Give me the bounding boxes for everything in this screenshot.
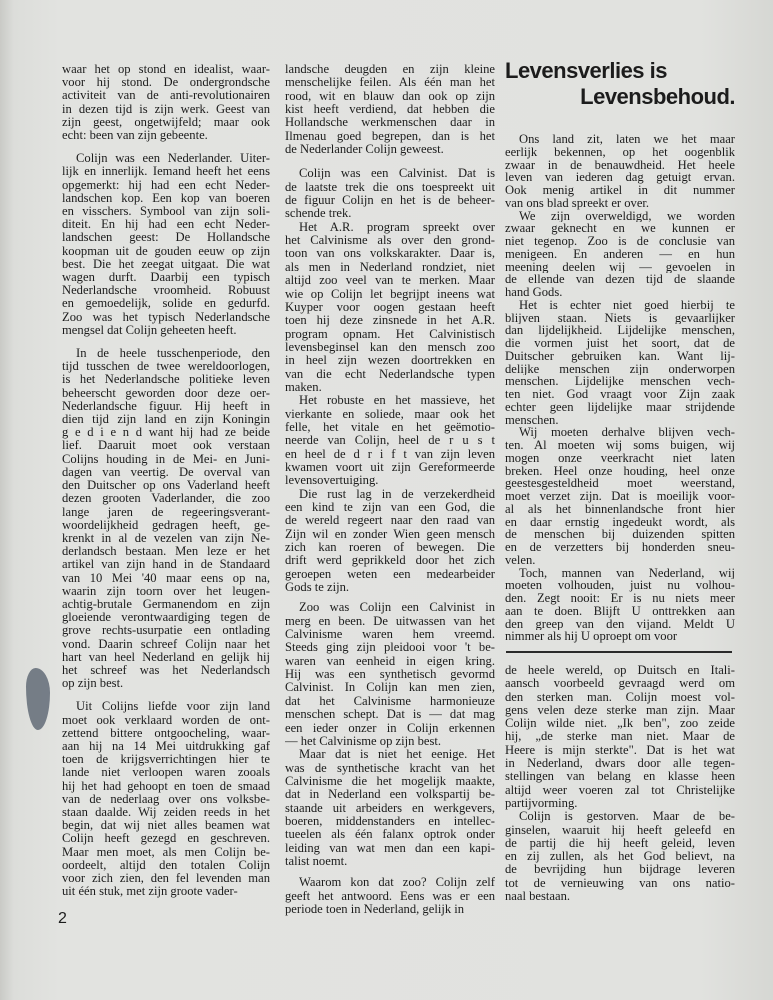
text-line: velen. bbox=[505, 553, 536, 567]
text-line: zijn geest, ongetwijfeld; maar ook bbox=[62, 115, 270, 129]
text-line: opgemerkt: hij had een echt Neder- bbox=[62, 178, 270, 192]
text-line: echt: been van zijn gebeente. bbox=[62, 129, 208, 143]
text-line: waren van eenheid in eigen kring. bbox=[285, 654, 495, 668]
text-line: menschen schept. Dat is — dat mag bbox=[285, 708, 495, 722]
text-line: den Duitscher op ons Vaderland heeft bbox=[62, 479, 270, 493]
text-line: van ons blad spreekt er over. bbox=[505, 196, 650, 210]
text-line: menschelijke feilen. Als één man het bbox=[285, 76, 495, 90]
text-line: in heel zijn wezen doortrekken en bbox=[285, 354, 495, 368]
text-line: best. Die het zeegat uitgaat. Die wat bbox=[62, 257, 270, 271]
text-line: waarin zijn toorn over het leugen- bbox=[62, 584, 270, 598]
text-line: Calvinisme waren hem vreemd. bbox=[285, 628, 495, 642]
text-line: Waarom kon dat zoo? Colijn zelf bbox=[299, 876, 495, 890]
text-line: was de synthetische kracht van het bbox=[285, 761, 495, 775]
article-title-line-2: Levensbehoud. bbox=[580, 84, 735, 109]
text-line: neerde van Colijn, heel de r u s t bbox=[285, 434, 495, 448]
paragraph bbox=[285, 601, 495, 748]
text-line: dat in Nederland een volkspartij be- bbox=[285, 788, 495, 802]
text-line: wagen durft. Daarbij een typisch bbox=[62, 271, 270, 285]
text-line: de figuur Colijn en het is de beheer- bbox=[285, 194, 495, 208]
text-line: staande uit arbeiders en werkgevers, bbox=[285, 801, 495, 815]
text-line: Kuyper voor oogen gestaan heeft bbox=[285, 300, 495, 314]
text-line: al als het binnenlandsche front hier bbox=[505, 502, 735, 516]
text-line: Wij moeten derhalve blijven vech- bbox=[519, 426, 735, 439]
text-line: en visschers. Symbool van zijn soli- bbox=[62, 205, 270, 219]
text-line: program opnam. Het Calvinistisch bbox=[285, 327, 495, 341]
text-line: zwaar in de benauwdheid. Het heele bbox=[505, 158, 735, 172]
text-line: hij het had gehoopt en toen de smaad bbox=[62, 779, 270, 793]
text-line: hart van heel Nederland en gelijk hij bbox=[62, 650, 270, 664]
text-line: Ilmenau goed begrepen, dan is het bbox=[285, 129, 495, 143]
paragraph bbox=[505, 133, 735, 210]
text-line: toon van ons volkskarakter. Daar is, bbox=[285, 247, 495, 261]
text-line: vierkante en soliede, maar ook het bbox=[285, 407, 495, 421]
text-line: krenkt in al de vezelen van zijn Ne- bbox=[62, 531, 270, 545]
text-line: moet verzet zijn. Dat is moeilijk voor- bbox=[505, 490, 735, 503]
text-line: aansch voorbeeld gevraagd werd om bbox=[505, 677, 735, 691]
text-line: beheerscht geworden door deze oer- bbox=[62, 386, 270, 400]
text-line: hand Gods. bbox=[505, 286, 563, 299]
text-line: lande niet verloopen waren zooals bbox=[62, 766, 270, 780]
text-line: Ons land zit, laten we het maar bbox=[519, 133, 735, 146]
text-line: Hollandsche werkmenschen daar in bbox=[285, 116, 495, 130]
text-line: landschen geest: De Hollandsche bbox=[62, 231, 270, 245]
paragraph bbox=[505, 299, 735, 427]
text-line: en gemoedelijk, solide en gedurfd. bbox=[62, 297, 270, 311]
text-line: woordelijkheid gedragen heeft, ge- bbox=[62, 518, 270, 532]
text-line: Calvinisme die het mogelijk maakte, bbox=[285, 774, 495, 788]
text-line: nimmer als hij U oproept om voor bbox=[505, 630, 678, 643]
paragraph bbox=[62, 152, 270, 337]
text-line: landsche deugden en zijn kleine bbox=[285, 63, 495, 76]
text-line: mogen onze veerkracht niet laten bbox=[505, 451, 735, 465]
text-line: niet tegenop. Zoo is de conclusie van bbox=[505, 235, 735, 248]
text-line: Colijn was een Nederlander. Uiter- bbox=[76, 152, 270, 166]
text-line: Het robuste en het massieve, het bbox=[299, 394, 495, 408]
text-line: schende trek. bbox=[285, 207, 352, 221]
paragraph bbox=[285, 167, 495, 220]
text-line: talist noemt. bbox=[285, 854, 348, 868]
text-line: het schreef was het Nederlandsch bbox=[62, 663, 270, 677]
text-line: levensbeginsel kan den mensch zoo bbox=[285, 340, 495, 354]
text-line: gens velen deze sterke man zijn. Maar bbox=[505, 703, 735, 717]
text-line: Colijn wilde niet. „Ik ben", zoo zeide bbox=[505, 717, 735, 731]
text-line: Nederlandsche vroomheid. Robuust bbox=[62, 284, 270, 298]
paragraph bbox=[62, 347, 270, 690]
text-line: altijd zoo veel van te merken. Maar bbox=[285, 274, 495, 288]
text-line: toen de krijgsverrichtingen hier te bbox=[62, 753, 270, 767]
text-line: merg en been. De uitwassen van het bbox=[285, 614, 495, 628]
text-line: het Calvinisme als over den grond- bbox=[285, 234, 495, 248]
text-line: We zijn overweldigd, we worden bbox=[519, 209, 735, 223]
text-line: Zoo was het typisch Nederlandsche bbox=[62, 310, 270, 324]
column-1 bbox=[62, 63, 270, 898]
column-3-continuation bbox=[505, 664, 735, 903]
text-line: als men in Nederland rondziet, niet bbox=[285, 260, 495, 274]
text-line: Zoo was Colijn een Calvinist in bbox=[299, 601, 495, 615]
text-line: zich kan roeren of bewegen. Die bbox=[285, 541, 495, 555]
text-line: Zijn wil en zonder Wien geen mensch bbox=[285, 527, 495, 541]
text-line: meening deelen wij — gevoelen in bbox=[505, 260, 735, 274]
text-line: van 10 Mei '40 maar eens op na, bbox=[62, 571, 270, 585]
text-line: g e d i e n d want hij had ze beide bbox=[62, 426, 270, 440]
text-line: vond. Daarin schreef Colijn naar het bbox=[62, 637, 270, 651]
text-line: en daar ernstig ingedeukt wordt, als bbox=[505, 515, 735, 529]
text-line: naal bestaan. bbox=[505, 890, 571, 904]
paragraph bbox=[505, 426, 735, 566]
paragraph bbox=[62, 700, 270, 898]
text-line: tueelen als één falanx optrok onder bbox=[285, 828, 495, 842]
text-line: breken. Heel onze houding, heel onze bbox=[505, 464, 735, 478]
text-line: Ook menig artikel in dit nummer bbox=[505, 184, 735, 197]
text-line: eerlijk bekennen, op het oogenblik bbox=[505, 145, 735, 159]
text-line: hij, „de sterke man niet. Maar de bbox=[505, 730, 735, 744]
text-line: zettend bittere ontgoocheling, waar- bbox=[62, 726, 270, 740]
text-line: menschen. bbox=[505, 413, 559, 427]
text-line: geeft het antwoord. Eens was er een bbox=[285, 889, 495, 903]
text-line: geroepen weten een medearbeider bbox=[285, 567, 495, 581]
text-line: landschen kop. Een kop van boeren bbox=[62, 191, 270, 205]
paragraph bbox=[505, 567, 735, 644]
text-line: Colijn heeft gezegd en geschreven. bbox=[62, 832, 270, 846]
text-line: kist heeft verdiend, dat hebben die bbox=[285, 103, 495, 117]
text-line: ten. Al moeten wij soms buigen, wij bbox=[505, 439, 735, 452]
text-line: voor hij stond. De ondergrondsche bbox=[62, 76, 270, 90]
text-line: Die rust lag in de verzekerdheid bbox=[299, 487, 495, 501]
text-line: drift werd geprikkeld door het zich bbox=[285, 554, 495, 568]
text-line: menschen. Lijdelijke menschen vech- bbox=[505, 375, 735, 388]
text-line: Gods te zijn. bbox=[285, 581, 350, 595]
text-line: Het A.R. program spreekt over bbox=[299, 220, 495, 234]
text-line: lief. Daaruit moet ook verstaan bbox=[62, 439, 270, 453]
text-line: delijke menschen zijn onderworpen bbox=[505, 362, 735, 376]
text-line: dezen grooten Vaderlander, die zoo bbox=[62, 492, 270, 506]
text-line: partijvorming. bbox=[505, 796, 578, 810]
text-line: gloeiende verontwaardiging tegen de bbox=[62, 611, 270, 625]
paragraph bbox=[285, 221, 495, 394]
text-line: de bevrijding hun bijdrage leveren bbox=[505, 863, 735, 877]
text-line: aan te doen. Blijft U onttrekken aan bbox=[505, 604, 735, 618]
paragraph bbox=[285, 876, 495, 916]
text-line: rood, wit en blauw dan ook op zijn bbox=[285, 89, 495, 103]
text-line: Hij was een synthetisch gevormd bbox=[285, 668, 495, 682]
text-line: moet ook verklaard worden de ont- bbox=[62, 713, 270, 727]
text-line: die vormen juist het soort, dat de bbox=[505, 337, 735, 350]
text-line: koopman uit de gouden eeuw op zijn bbox=[62, 244, 270, 258]
text-line: leiding van wat men dan een kapi- bbox=[285, 841, 495, 855]
text-line: Duitscher gebruiken kan. Want lij- bbox=[505, 349, 735, 363]
text-line: maken. bbox=[285, 380, 322, 394]
paragraph bbox=[285, 394, 495, 487]
text-line: een kind te zijn van een God, die bbox=[285, 501, 495, 514]
text-line: Het is echter niet goed hierbij te bbox=[519, 298, 735, 312]
paragraph bbox=[285, 748, 495, 868]
text-line: mengsel dat Colijn geheeten heeft. bbox=[62, 323, 237, 337]
text-line: van de nederlaag over ons volksbe- bbox=[62, 792, 270, 806]
text-line: geestesgesteldheid moet weerstand, bbox=[505, 477, 735, 490]
text-line: in dezen tijd is zijn werk. Geest van bbox=[62, 102, 270, 116]
text-line: waar het op stond en idealist, waar- bbox=[62, 63, 270, 76]
article-title bbox=[505, 58, 735, 110]
text-line: begin, dat wij niet alles beamen wat bbox=[62, 819, 270, 833]
paragraph bbox=[62, 63, 270, 142]
text-line: Heere is mijn sterkte". Dat is het wat bbox=[505, 743, 735, 757]
text-line: grove rechts-usurpatie een ontlading bbox=[62, 624, 270, 638]
text-line: en de verzetters bij honderden sneu- bbox=[505, 541, 735, 554]
text-line: moeten volhouden, juist nu volhou- bbox=[505, 579, 735, 592]
text-line: is het Nederlandsche politieke leven bbox=[62, 373, 270, 387]
text-line: Toch, mannen van Nederland, wij bbox=[519, 566, 735, 580]
text-line: Calvinist. In Colijn kan men zien, bbox=[285, 681, 495, 695]
text-line: Uit Colijns liefde voor zijn land bbox=[76, 700, 270, 714]
text-line: op zijn best. bbox=[62, 677, 124, 691]
text-line: de wereld regeert naar den raad van bbox=[285, 514, 495, 528]
paragraph bbox=[285, 488, 495, 595]
text-line: artikel van zijn hand in de Standaard bbox=[62, 558, 270, 572]
text-line: diteit. En hij had een echt Neder- bbox=[62, 218, 270, 232]
paragraph bbox=[505, 810, 735, 903]
text-line: toen hij deze zinsnede in het A.R. bbox=[285, 314, 495, 328]
text-line: dan lijdelijkheid. Lijdelijke menschen, bbox=[505, 324, 735, 337]
text-line: blijven staan. Niets is gevaarlijker bbox=[505, 311, 735, 325]
text-line: oordeelt, altijd den totalen Colijn bbox=[62, 858, 270, 872]
text-line: stellingen van belang en klasse heen bbox=[505, 770, 735, 784]
article-title-line-1: Levensverlies is bbox=[505, 58, 668, 83]
text-line: dat het Calvinisme harmonieuze bbox=[285, 694, 495, 708]
column-2 bbox=[285, 63, 495, 916]
text-line: lange jaren de regeeringsverant- bbox=[62, 505, 270, 519]
text-line: de ellende van dezen tijd de slaande bbox=[505, 273, 735, 286]
text-line: de Nederlander Colijn geweest. bbox=[285, 143, 444, 157]
text-line: ginselen, waaruit hij heeft geleefd en bbox=[505, 823, 735, 837]
text-line: Maar men moet, als men Colijn be- bbox=[62, 845, 270, 859]
text-line: de laatste trek die ons toespreekt uit bbox=[285, 180, 495, 194]
paragraph bbox=[285, 63, 495, 156]
text-line: Colijn was een Calvinist. Dat is bbox=[299, 167, 495, 181]
text-line: echter geen lijdelijke maar strijdende bbox=[505, 400, 735, 414]
text-line: leven van iederen dag getuigt ervan. bbox=[505, 171, 735, 184]
text-line: dagen van veertig. De overval van bbox=[62, 465, 270, 479]
text-line: uit één stuk, met zijn groote vader- bbox=[62, 885, 238, 899]
text-line: een ieder onzer in Colijn erkennen bbox=[285, 721, 495, 735]
text-line: menigeen. En anderen — en hun bbox=[505, 247, 735, 261]
text-line: en zij zullen, als het God believt, na bbox=[505, 850, 735, 864]
text-line: zwaar geknecht en we kunnen er bbox=[505, 222, 735, 235]
text-line: Nederlandsche figuur. Hij heeft in bbox=[62, 399, 270, 413]
text-line: voor zich zien, den fel levenden man bbox=[62, 871, 270, 885]
text-line: derlandsch bestaan. Men leze er het bbox=[62, 545, 270, 559]
text-line: den greep van den vijand. Meldt U bbox=[505, 617, 735, 631]
text-line: ten niet. God vraagt voor Zijn zaak bbox=[505, 388, 735, 401]
text-line: Steeds ging zijn pleidooi voor 't be- bbox=[285, 641, 495, 655]
text-line: de menschen bij duizenden spitten bbox=[505, 528, 735, 541]
text-line: achtig-brutale Germanendom en zijn bbox=[62, 597, 270, 611]
column-divider-rule bbox=[506, 651, 732, 653]
text-line: Colijns houding in de Mei- en Juni- bbox=[62, 452, 270, 466]
text-line: den sterken man. Colijn moest vol- bbox=[505, 690, 735, 704]
text-line: staan daalde. Wij zeiden reeds in het bbox=[62, 805, 270, 819]
text-line: kwamen voort uit zijn Gereformeerde bbox=[285, 460, 495, 474]
text-line: boeren, middenstanders en intellec- bbox=[285, 814, 495, 828]
text-line: altijd weer voeren zal tot Christelijke bbox=[505, 783, 735, 797]
text-line: tot de vernieuwing van ons natio- bbox=[505, 876, 735, 890]
text-line: de partij die hij heeft geleid, leven bbox=[505, 836, 735, 850]
text-line: lijk en innerlijk. Iemand heeft het eens bbox=[62, 165, 270, 179]
text-line: den. Zegt nooit: Er is nu niets meer bbox=[505, 592, 735, 605]
text-line: levensovertuiging. bbox=[285, 474, 379, 488]
column-3-article bbox=[505, 133, 735, 643]
text-line: en heel de d r i f t van zijn leven bbox=[285, 447, 495, 461]
page-number: 2 bbox=[58, 910, 67, 927]
text-line: wie op Colijn let begrijpt ineens wat bbox=[285, 287, 495, 301]
paragraph bbox=[505, 210, 735, 299]
text-line: dien tijd zijn land en zijn Koningin bbox=[62, 413, 270, 427]
text-line: tijd tusschen de twee wereldoorlogen, bbox=[62, 360, 270, 374]
text-line: felle, het vitale en het geëmotio- bbox=[285, 420, 495, 434]
text-line: aan hij na 14 Mei uitdrukking gaf bbox=[62, 739, 270, 753]
text-line: van die echt Nederlandsche typen bbox=[285, 367, 495, 381]
paragraph bbox=[505, 664, 735, 810]
text-line: — het Calvinisme op zijn best. bbox=[285, 734, 442, 748]
text-line: periode toen in Nederland, gelijk in bbox=[285, 902, 465, 916]
text-line: de heele wereld, op Duitsch en Itali- bbox=[505, 664, 735, 677]
paper-tear-blemish bbox=[26, 668, 50, 730]
text-line: in Nederland, dwars door alle tegen- bbox=[505, 757, 735, 771]
text-line: Colijn is gestorven. Maar de be- bbox=[519, 810, 735, 824]
text-line: In de heele tusschenperiode, den bbox=[76, 347, 270, 361]
text-line: Maar dat is niet het eenige. Het bbox=[299, 748, 495, 762]
text-line: activiteit van de anti-revolutionairen bbox=[62, 89, 270, 103]
